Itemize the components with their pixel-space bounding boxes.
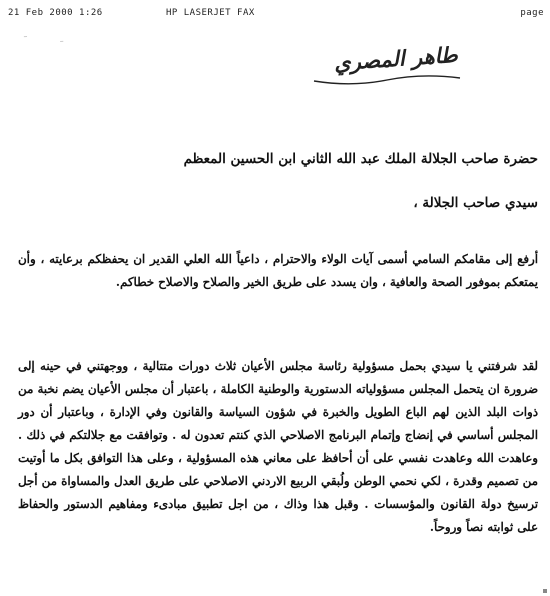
scan-artifact <box>542 588 548 594</box>
letter-paragraph: أرفع إلى مقامكم السامي أسمى آيات الولاء والاحترام ، داعياً الله العلي القدير ان يحفظكم برعايته ، وأن يمتعكم بموفور الصحة والعافية ، وان يسدد على طريق الخير والصلاح والاصلاح خطاكم. <box>18 252 538 289</box>
letter-addressee: حضرة صاحب الجلالة الملك عبد الله الثاني ابن الحسين المعظم <box>183 151 538 167</box>
fax-transmission-header <box>8 8 544 22</box>
letterhead-signature: طاهر المصري <box>333 41 459 76</box>
fax-date-time: 21 Feb 2000 1:26 <box>8 8 103 18</box>
faded-mark: ـ <box>23 28 28 41</box>
fax-device-name: HP LASERJET FAX <box>166 8 255 18</box>
faded-mark: ـ <box>59 33 64 45</box>
faded-fax-marks <box>20 25 91 47</box>
letterhead-underline <box>312 73 462 87</box>
fax-page-label: page <box>520 8 544 18</box>
letter-paragraph: لقد شرفتني يا سيدي بحمل مسؤولية رئاسة مجلس الأعيان ثلاث دورات متتالية ، ووجهتني في حينه إلى ضرورة ان يتحمل المجلس مسؤولياته الدستورية والوطنية الكاملة ، باعتبار أن مجلس الأعيان يضم نخبة من ذوات البلد الذين لهم الباع الطويل والخبرة في شؤون السياسة والقانون وفي الإدارة ، وباعتبار أن دور المجلس أساسي في إنضاج وإتمام البرنامج الاصلاحي الذي كنتم تعدون له . وتوافقت مع جلالتكم في ذلك . وعاهدت الله وعاهدت نفسي على أن أحافظ على معاني هذه المسؤولية ، وعلى هذا التوافق بكل ما أوتيت من تصميم وقدرة ، لكي نحمي الوطن ولُبقي الربيع الاردني الاصلاحي على طريق العدل والمساواة من أجل ترسيخ دولة القانون والمؤسسات . وقبل هذا وذاك ، من اجل تطبيق مبادىء ومفاهيم الدستور والحفاظ على ثوابته نصاً وروحاً. <box>18 359 538 534</box>
letter-greeting: سيدي صاحب الجلالة ، <box>413 195 538 211</box>
